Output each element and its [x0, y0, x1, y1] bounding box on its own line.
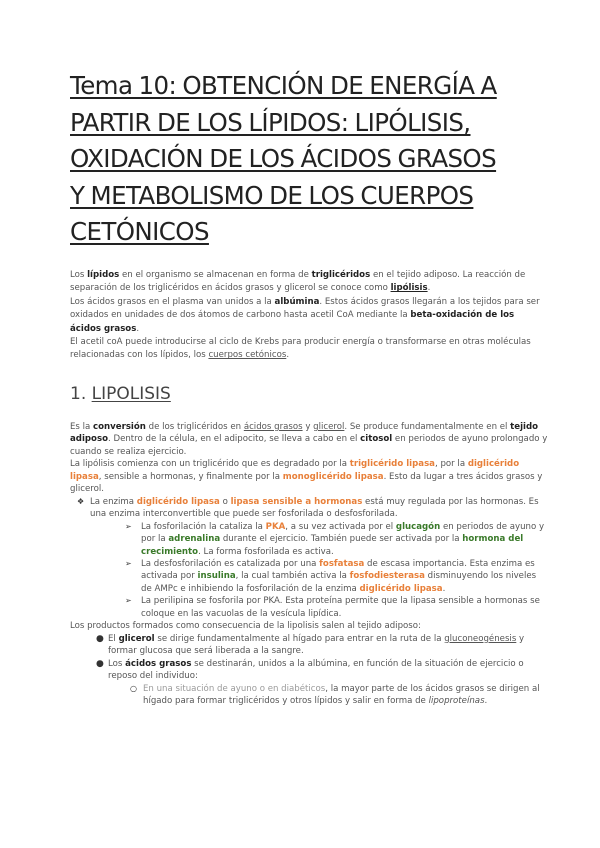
lipolysis-paragraph-2: La lipólisis comienza con un triglicérido que es degradado por la triglicérido lipasa, por la diglicérido lipasa, sensible a hormonas, y finalmente por la monoglicérido lipasa. Esto da lugar a tres ácidos grasos y glicerol.: [70, 459, 543, 495]
intro-paragraph-1: Los lípidos en el organismo se almacenan en forma de triglicéridos en el tejido adiposo. La reacción de separación de los triglicéridos en ácidos grasos y glicerol se conoce como lipólisis.: [70, 270, 526, 294]
arrow-bullet-icon: ➢: [125, 596, 132, 606]
sub-bullet-item: ○ En una situación de ayuno o en diabéticos, la mayor parte de los ácidos grasos se dirigen al hígado para formar triglicéridos y otros lípidos y salir en forma de lipoproteínas.: [130, 683, 540, 706]
lipolysis-paragraph-1: Es la conversión de los triglicéridos en ácidos grasos y glicerol. Se produce fundamentalmente en el tejido adiposo. Dentro de la célula, en el adipocito, se lleva a cabo en el citosol en periodos de ayuno prolongado y cuando se realiza ejercicio.: [70, 422, 548, 457]
title-line-1: Tema 10: OBTENCIÓN DE ENERGÍA A: [70, 71, 497, 100]
circle-bullet-icon: ○: [130, 683, 137, 693]
lipolysis-paragraph-3: Los productos formados como consecuencia de la lipolisis salen al tejido adiposo:: [70, 621, 421, 632]
title-line-5: CETÓNICOS: [70, 217, 209, 246]
diamond-bullet-icon: ❖: [77, 496, 85, 506]
section-heading: 1. LIPOLISIS: [70, 384, 171, 404]
dot-bullet-icon: ●: [96, 633, 104, 644]
section-body: [70, 421, 548, 707]
page-title: [70, 68, 540, 251]
title-line-3: OXIDACIÓN DE LOS ÁCIDOS GRASOS: [70, 144, 497, 173]
arrow-bullet-icon: ➢: [125, 558, 132, 568]
intro-paragraph-2: Los ácidos grasos en el plasma van unidos a la albúmina. Estos ácidos grasos llegarán a los tejidos para ser oxidados en unidades de dos átomos de carbono hasta acetil CoA mediante la beta-oxidación de los ácidos grasos.: [70, 296, 540, 334]
sub-list-item: ➢ La fosforilación la cataliza la PKA, a su vez activada por el glucagón en periodos de ayuno y por la adrenalina durante el ejercicio. También puede ser activada por la hormona del crecimiento. La forma fosforilada es activa.: [125, 521, 545, 557]
sub-list-item: ➢ La desfosforilación es catalizada por una fosfatasa de escasa importancia. Esta enzima es activada por insulina, la cual también activa la fosfodiesterasa disminuyendo los niveles de AMPc e inhibiendo la fosforilación de la enzima diglicérido lipasa.: [125, 558, 537, 594]
title-line-2: PARTIR DE LOS LÍPIDOS: LIPÓLISIS,: [70, 107, 471, 137]
arrow-bullet-icon: ➢: [125, 521, 132, 531]
intro-paragraph-3: El acetil coA puede introducirse al ciclo de Krebs para producir energía o transformarse en otras moléculas relacionadas con los lípidos, los cuerpos cetónicos.: [70, 337, 531, 361]
dot-bullet-icon: ●: [96, 658, 104, 669]
intro-section: [70, 269, 540, 363]
bullet-item: ● Los ácidos grasos se destinarán, unidos a la albúmina, en función de la situación de ejercicio o reposo del individuo:: [96, 658, 524, 682]
title-line-4: Y METABOLISMO DE LOS CUERPOS: [70, 180, 474, 210]
bullet-item: ● El glicerol se dirige fundamentalmente al hígado para entrar en la ruta de la gluconeogénesis y formar glucosa que será liberada a la sangre.: [96, 633, 525, 657]
list-item: ❖ La enzima diglicérido lipasa o lipasa sensible a hormonas está muy regulada por las hormonas. Es una enzima interconvertible que puede ser fosforilada o desfosforilada.: [77, 496, 539, 520]
sub-list-item: ➢ La perilipina se fosforila por PKA. Esta proteína permite que la lipasa sensible a hormonas se coloque en las vacuolas de la vesícula lipídica.: [125, 596, 540, 619]
